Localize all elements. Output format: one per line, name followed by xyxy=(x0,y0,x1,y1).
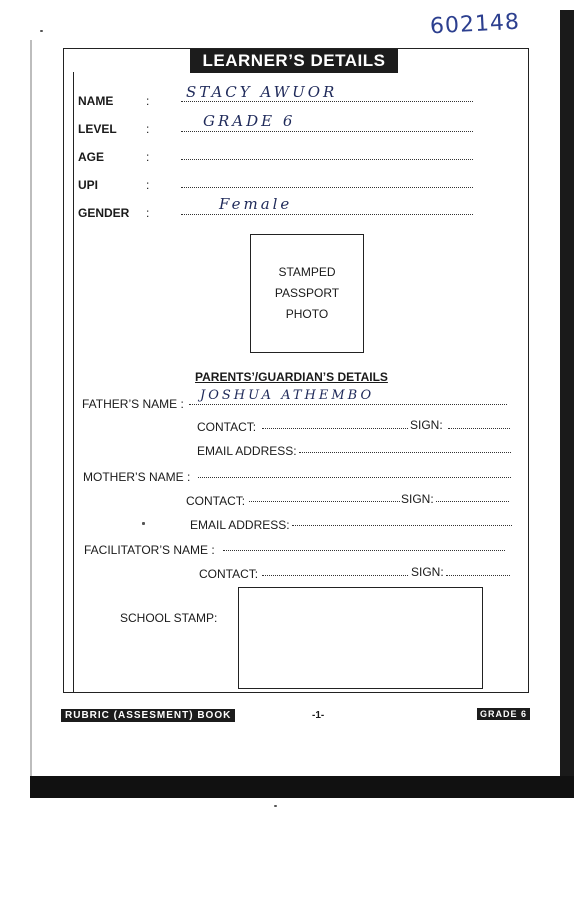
father-contact-field[interactable] xyxy=(262,428,408,429)
level-field[interactable] xyxy=(181,131,473,132)
school-stamp-label: SCHOOL STAMP: xyxy=(120,611,218,625)
gender-value: Female xyxy=(219,195,293,213)
rubric-book-title: RUBRIC (ASSESMENT) BOOK xyxy=(62,710,234,721)
age-label: AGE xyxy=(78,150,105,164)
learner-details-banner: LEARNER’S DETAILS xyxy=(190,49,398,73)
photo-line-1: STAMPED xyxy=(278,265,336,279)
scan-bottom-edge xyxy=(30,776,574,798)
page-number: -1- xyxy=(312,710,325,721)
mother-name-field[interactable] xyxy=(198,477,511,478)
father-name-value: JOSHUA ATHEMBO xyxy=(200,388,375,403)
form-inner-line xyxy=(73,72,74,692)
mother-email-field[interactable] xyxy=(292,525,512,526)
level-label: LEVEL xyxy=(78,122,117,136)
name-value: STACY AWUOR xyxy=(186,83,338,101)
upi-label: UPI xyxy=(78,178,99,192)
facilitator-contact-label: CONTACT: xyxy=(199,567,259,581)
scan-speck xyxy=(274,805,277,807)
mother-sign-field[interactable] xyxy=(436,501,509,502)
facilitator-name-label: FACILITATOR’S NAME : xyxy=(84,543,215,557)
age-field[interactable] xyxy=(181,159,473,160)
mother-email-label: EMAIL ADDRESS: xyxy=(190,518,290,532)
father-name-label: FATHER’S NAME : xyxy=(82,397,184,411)
facilitator-contact-field[interactable] xyxy=(262,575,408,576)
level-colon: : xyxy=(146,122,150,136)
facilitator-sign-label: SIGN: xyxy=(411,565,444,579)
upi-colon: : xyxy=(146,178,150,192)
facilitator-name-field[interactable] xyxy=(223,550,505,551)
scan-speck xyxy=(40,30,43,32)
facilitator-sign-field[interactable] xyxy=(446,575,510,576)
scan-left-edge xyxy=(30,40,32,780)
guardian-section-title: PARENTS’/GUARDIAN’S DETAILS xyxy=(195,370,388,384)
father-sign-label: SIGN: xyxy=(410,418,443,432)
father-name-field[interactable] xyxy=(189,404,507,405)
passport-photo-box xyxy=(250,234,364,353)
photo-line-3: PHOTO xyxy=(285,307,329,321)
upi-field[interactable] xyxy=(181,187,473,188)
father-contact-label: CONTACT: xyxy=(197,420,257,434)
name-label: NAME xyxy=(78,94,114,108)
handwritten-corner-number: 602148 xyxy=(429,9,521,40)
name-field[interactable] xyxy=(181,101,473,102)
gender-label: GENDER xyxy=(78,206,130,220)
father-email-label: EMAIL ADDRESS: xyxy=(197,444,297,458)
name-colon: : xyxy=(146,94,150,108)
father-sign-field[interactable] xyxy=(448,428,510,429)
mother-contact-label: CONTACT: xyxy=(186,494,246,508)
gender-colon: : xyxy=(146,206,150,220)
father-email-field[interactable] xyxy=(299,452,511,453)
level-value: GRADE 6 xyxy=(203,112,296,130)
mother-sign-label: SIGN: xyxy=(401,492,434,506)
mother-contact-field[interactable] xyxy=(249,501,400,502)
scan-right-edge xyxy=(560,10,574,798)
age-colon: : xyxy=(146,150,150,164)
grade-tag: GRADE 6 xyxy=(477,708,530,720)
photo-line-2: PASSPORT xyxy=(274,286,340,300)
gender-field[interactable] xyxy=(181,214,473,215)
mother-name-label: MOTHER’S NAME : xyxy=(83,470,191,484)
school-stamp-box xyxy=(238,587,483,689)
